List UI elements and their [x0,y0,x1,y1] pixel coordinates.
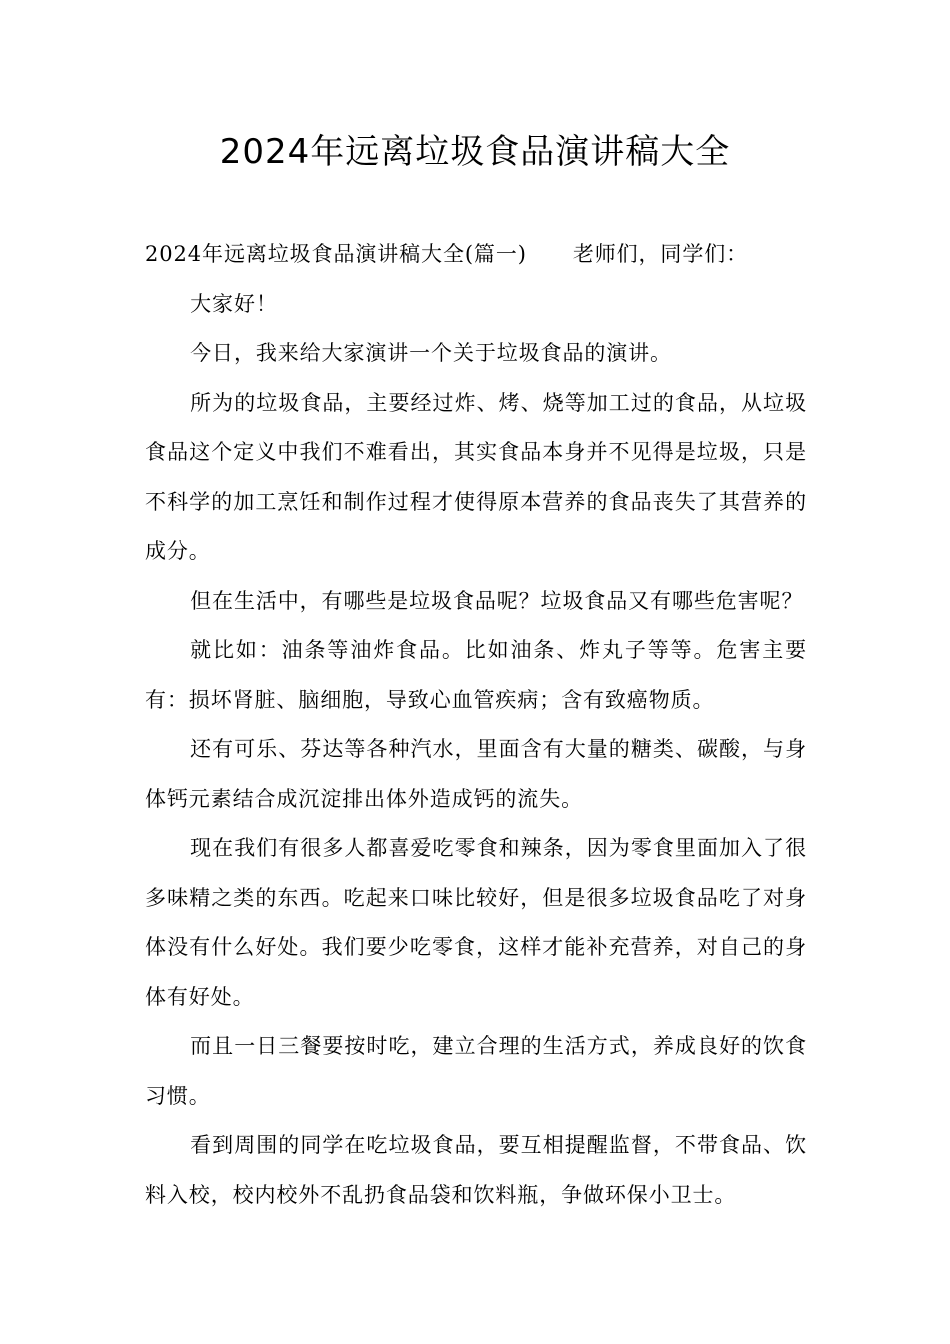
paragraph: 看到周围的同学在吃垃圾食品，要互相提醒监督，不带食品、饮料入校，校内校外不乱扔食品袋和饮料瓶，争做环保小卫士。 [145,1133,807,1207]
paragraph: 还有可乐、芬达等各种汽水，里面含有大量的糖类、碳酸，与身体钙元素结合成沉淀排出体外造成钙的流失。 [145,737,807,811]
salutation: 老师们，同学们： [572,242,749,266]
paragraph: 而且一日三餐要按时吃，建立合理的生活方式，养成良好的饮食习惯。 [145,1034,807,1108]
document-title: 2024年远离垃圾食品演讲稿大全 [219,132,731,172]
intro-line [145,230,807,280]
paragraph: 但在生活中，有哪些是垃圾食品呢？垃圾食品又有哪些危害呢？ [190,588,804,613]
section-heading: 2024年远离垃圾食品演讲稿大全(篇一) [145,242,527,266]
paragraph: 就比如：油条等油炸食品。比如油条、炸丸子等等。危害主要有：损坏肾脏、脑细胞，导致心血管疾病；含有致癌物质。 [145,638,807,712]
paragraph: 现在我们有很多人都喜爱吃零食和辣条，因为零食里面加入了很多味精之类的东西。吃起来口味比较好，但是很多垃圾食品吃了对身体没有什么好处。我们要少吃零食，这样才能补充营养，对自己的身体有好处。 [145,836,807,1009]
document-body [145,230,807,1220]
paragraph: 所为的垃圾食品，主要经过炸、烤、烧等加工过的食品，从垃圾食品这个定义中我们不难看出，其实食品本身并不见得是垃圾，只是不科学的加工烹饪和制作过程才使得原本营养的食品丧失了其营养的成分。 [145,390,807,563]
paragraph: 今日，我来给大家演讲一个关于垃圾食品的演讲。 [190,341,672,365]
paragraph: 大家好！ [190,291,278,316]
